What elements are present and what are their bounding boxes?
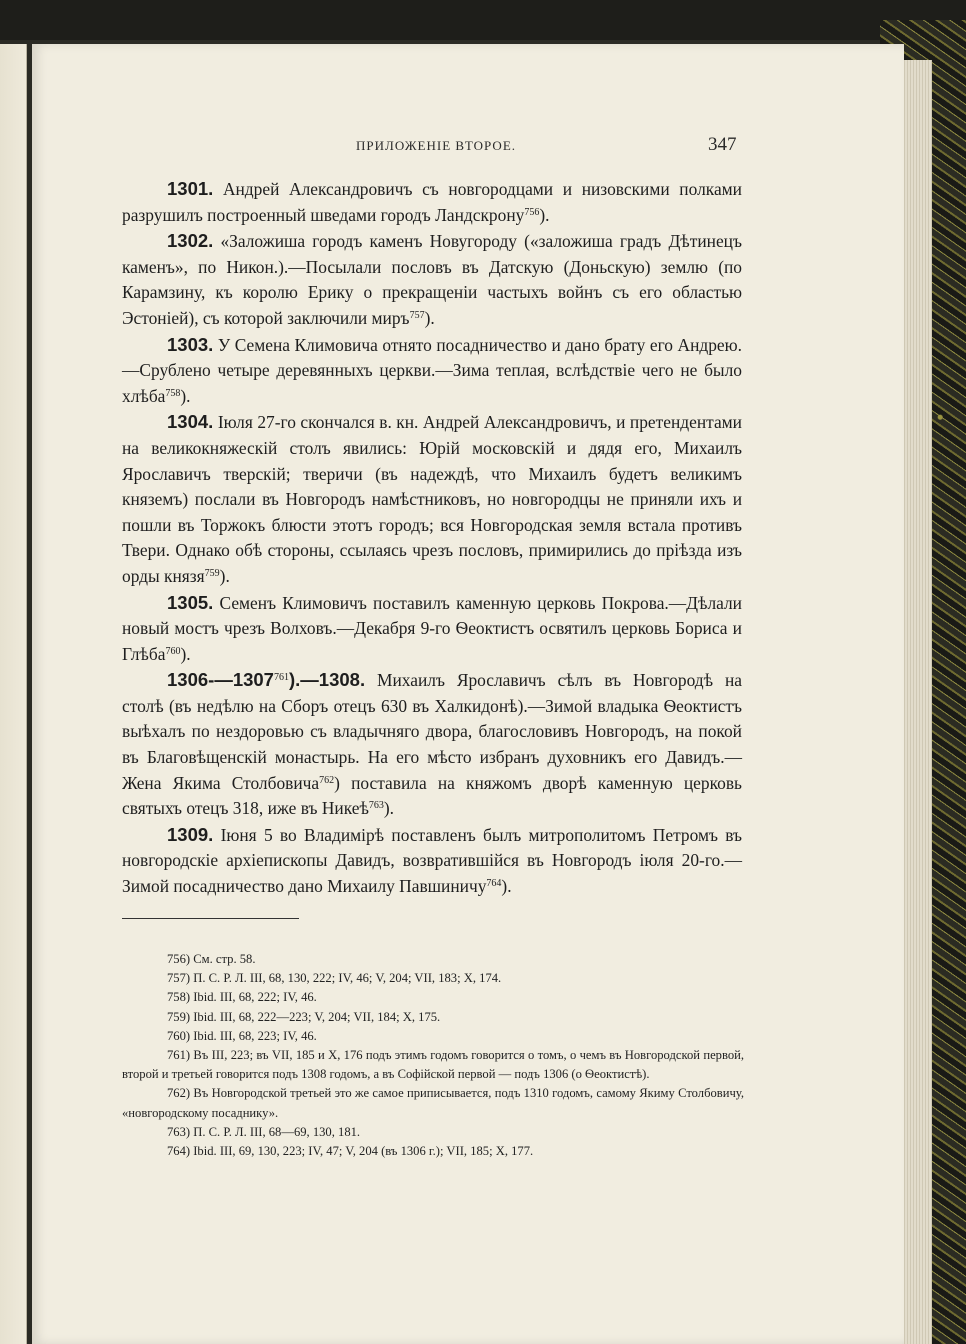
page-stack-edge bbox=[902, 60, 932, 1344]
entry-text: Семенъ Климовичъ поставилъ каменную церковь Покрова.—Дѣлали новый мостъ чрезъ Волховъ.—Декабря 9-го Ѳеоктистъ освятилъ церковь Бориса и Глѣба bbox=[122, 592, 742, 664]
book-top-shadow bbox=[0, 0, 966, 40]
entry-year: 1306-—1307 bbox=[167, 669, 274, 691]
footnote: 762) Въ Новгородской третьей это же самое приписывается, подъ 1310 годомъ, самому Якиму Столбовичу, «новгородскому посаднику». bbox=[122, 1086, 744, 1120]
entry-text: Михаилъ Ярославичъ сѣлъ въ Новгородѣ на столѣ (въ недѣлю на Сборъ отецъ 630 въ Халкидонѣ).—Зимой владыка Ѳеоктистъ выѣхалъ по нездоровью съ владычняго двора, благословивъ Новгородъ, на покой въ Благовѣщенскій монастырь. На его мѣсто избранъ духовникъ его Давидъ.—Жена Якима Столбовича bbox=[122, 670, 742, 793]
footnote: 758) Ibid. III, 68, 222; IV, 46. bbox=[167, 990, 317, 1005]
entry-tail: ). bbox=[180, 385, 191, 406]
entry-text: «Заложиша городъ каменъ Новугороду («заложиша градъ Дѣтинецъ каменъ», по Никон.).—Посылали пословъ въ Датскую (Доньскую) землю (по Карамзину, къ королю Ерику о прекращеніи частыхъ войнъ съ его областью Эстоніей), съ которой заключили миръ bbox=[122, 231, 742, 328]
entry-text: Андрей Александровичъ съ новгородцами и низовскими полками разрушилъ построенный шведами городъ Ландскрону bbox=[122, 179, 742, 225]
footnotes bbox=[122, 950, 744, 1161]
footnote-ref: 762 bbox=[319, 774, 335, 786]
entry-1304 bbox=[122, 409, 742, 589]
running-head: ПРИЛОЖЕНІЕ ВТОРОЕ. bbox=[356, 138, 517, 153]
entry-1302 bbox=[122, 228, 742, 331]
entry-year: 1301. bbox=[167, 178, 214, 199]
entry-year: 1302. bbox=[167, 230, 214, 252]
entry-text: Іюня 5 во Владимірѣ поставленъ былъ митрополитомъ Петромъ въ новгородскіе архіепископы Давидъ, возвратившійся въ Новгородъ іюля 20-го.—Зимой посадничество дано Михаилу Павшиничу bbox=[122, 824, 742, 897]
entry-1306-1308 bbox=[122, 667, 742, 822]
footnote-ref: 761 bbox=[273, 672, 289, 684]
entry-year: 1304. bbox=[167, 411, 214, 433]
footnote: 759) Ibid. III, 68, 222—223; V, 204; VII, 184; X, 175. bbox=[167, 1009, 441, 1024]
entry-tail: ). bbox=[424, 307, 435, 328]
entry-1303 bbox=[122, 332, 742, 410]
entry-text: У Семена Климовича отнято посадничество и дано брату его Андрею.—Срублено четыре деревянныхъ церкви.—Зима теплая, вслѣдствіе чего не было хлѣба bbox=[122, 334, 742, 406]
body-text bbox=[122, 176, 742, 900]
entry-tail: ). bbox=[501, 876, 512, 897]
footnote-ref: 764 bbox=[486, 878, 502, 890]
entry-text: Іюля 27-го скончался в. кн. Андрей Александровичъ, и претендентами на великокняжескій столъ явились: Юрій московскій и дядя его, Михаилъ Ярославичъ тверскій; тверичи (въ надеждѣ, что Михаилъ будетъ великимъ княземъ) послали въ Новгородъ намѣстниковъ, но новгородцы не приняли ихъ и пошли въ Торжокъ блюсти этотъ городъ; вся Новгородская земля встала противъ Твери. Однако обѣ стороны, ссылаясь чрезъ пословъ, примирились до пріѣзда изъ орды князя bbox=[122, 412, 742, 586]
entry-year: 1303. bbox=[167, 333, 214, 355]
entry-tail: ). bbox=[383, 798, 395, 819]
entry-year: 1309. bbox=[167, 823, 214, 845]
footnote: 760) Ibid. III, 68, 223; IV, 46. bbox=[167, 1028, 317, 1043]
footnote-separator bbox=[122, 918, 299, 919]
entry-year-2: ).—1308. bbox=[288, 669, 366, 691]
entry-year: 1305. bbox=[167, 591, 214, 613]
footnote: 764) Ibid. III, 69, 130, 223; IV, 47; V, 204 (въ 1306 г.); VII, 185; X, 177. bbox=[167, 1144, 534, 1159]
footnote-ref: 757 bbox=[409, 309, 425, 321]
entry-text-2: ) поставила на княжомъ дворѣ каменную церковь святыхъ отецъ 318, иже въ Никеѣ bbox=[122, 772, 742, 819]
footnote-ref: 760 bbox=[165, 645, 181, 657]
entry-1301 bbox=[122, 176, 742, 228]
entry-1309 bbox=[122, 822, 742, 900]
page-number: 347 bbox=[708, 134, 737, 155]
footnote: 763) П. С. Р. Л. III, 68—69, 130, 181. bbox=[167, 1124, 361, 1139]
left-page-edge bbox=[0, 44, 27, 1344]
footnote-ref: 759 bbox=[204, 567, 220, 579]
footnote: 757) П. С. Р. Л. III, 68, 130, 222; IV, 46; V, 204; VII, 183; X, 174. bbox=[167, 971, 502, 986]
entry-tail: ). bbox=[539, 204, 550, 225]
entry-tail: ). bbox=[219, 565, 230, 586]
entry-1305 bbox=[122, 590, 742, 668]
footnote-ref: 758 bbox=[165, 387, 181, 399]
entry-tail: ). bbox=[180, 643, 191, 664]
footnote: 761) Въ III, 223; въ VII, 185 и X, 176 подъ этимъ годомъ говорится о томъ, о чемъ въ Новгородской первой, второй и третьей говорится подъ 1308 годомъ, а въ Софійской первой — подъ 1306 (о Ѳеоктистѣ). bbox=[122, 1048, 744, 1082]
footnote-ref: 756 bbox=[524, 206, 540, 218]
footnote: 756) См. стр. 58. bbox=[167, 952, 256, 966]
footnote-ref: 763 bbox=[368, 800, 384, 812]
